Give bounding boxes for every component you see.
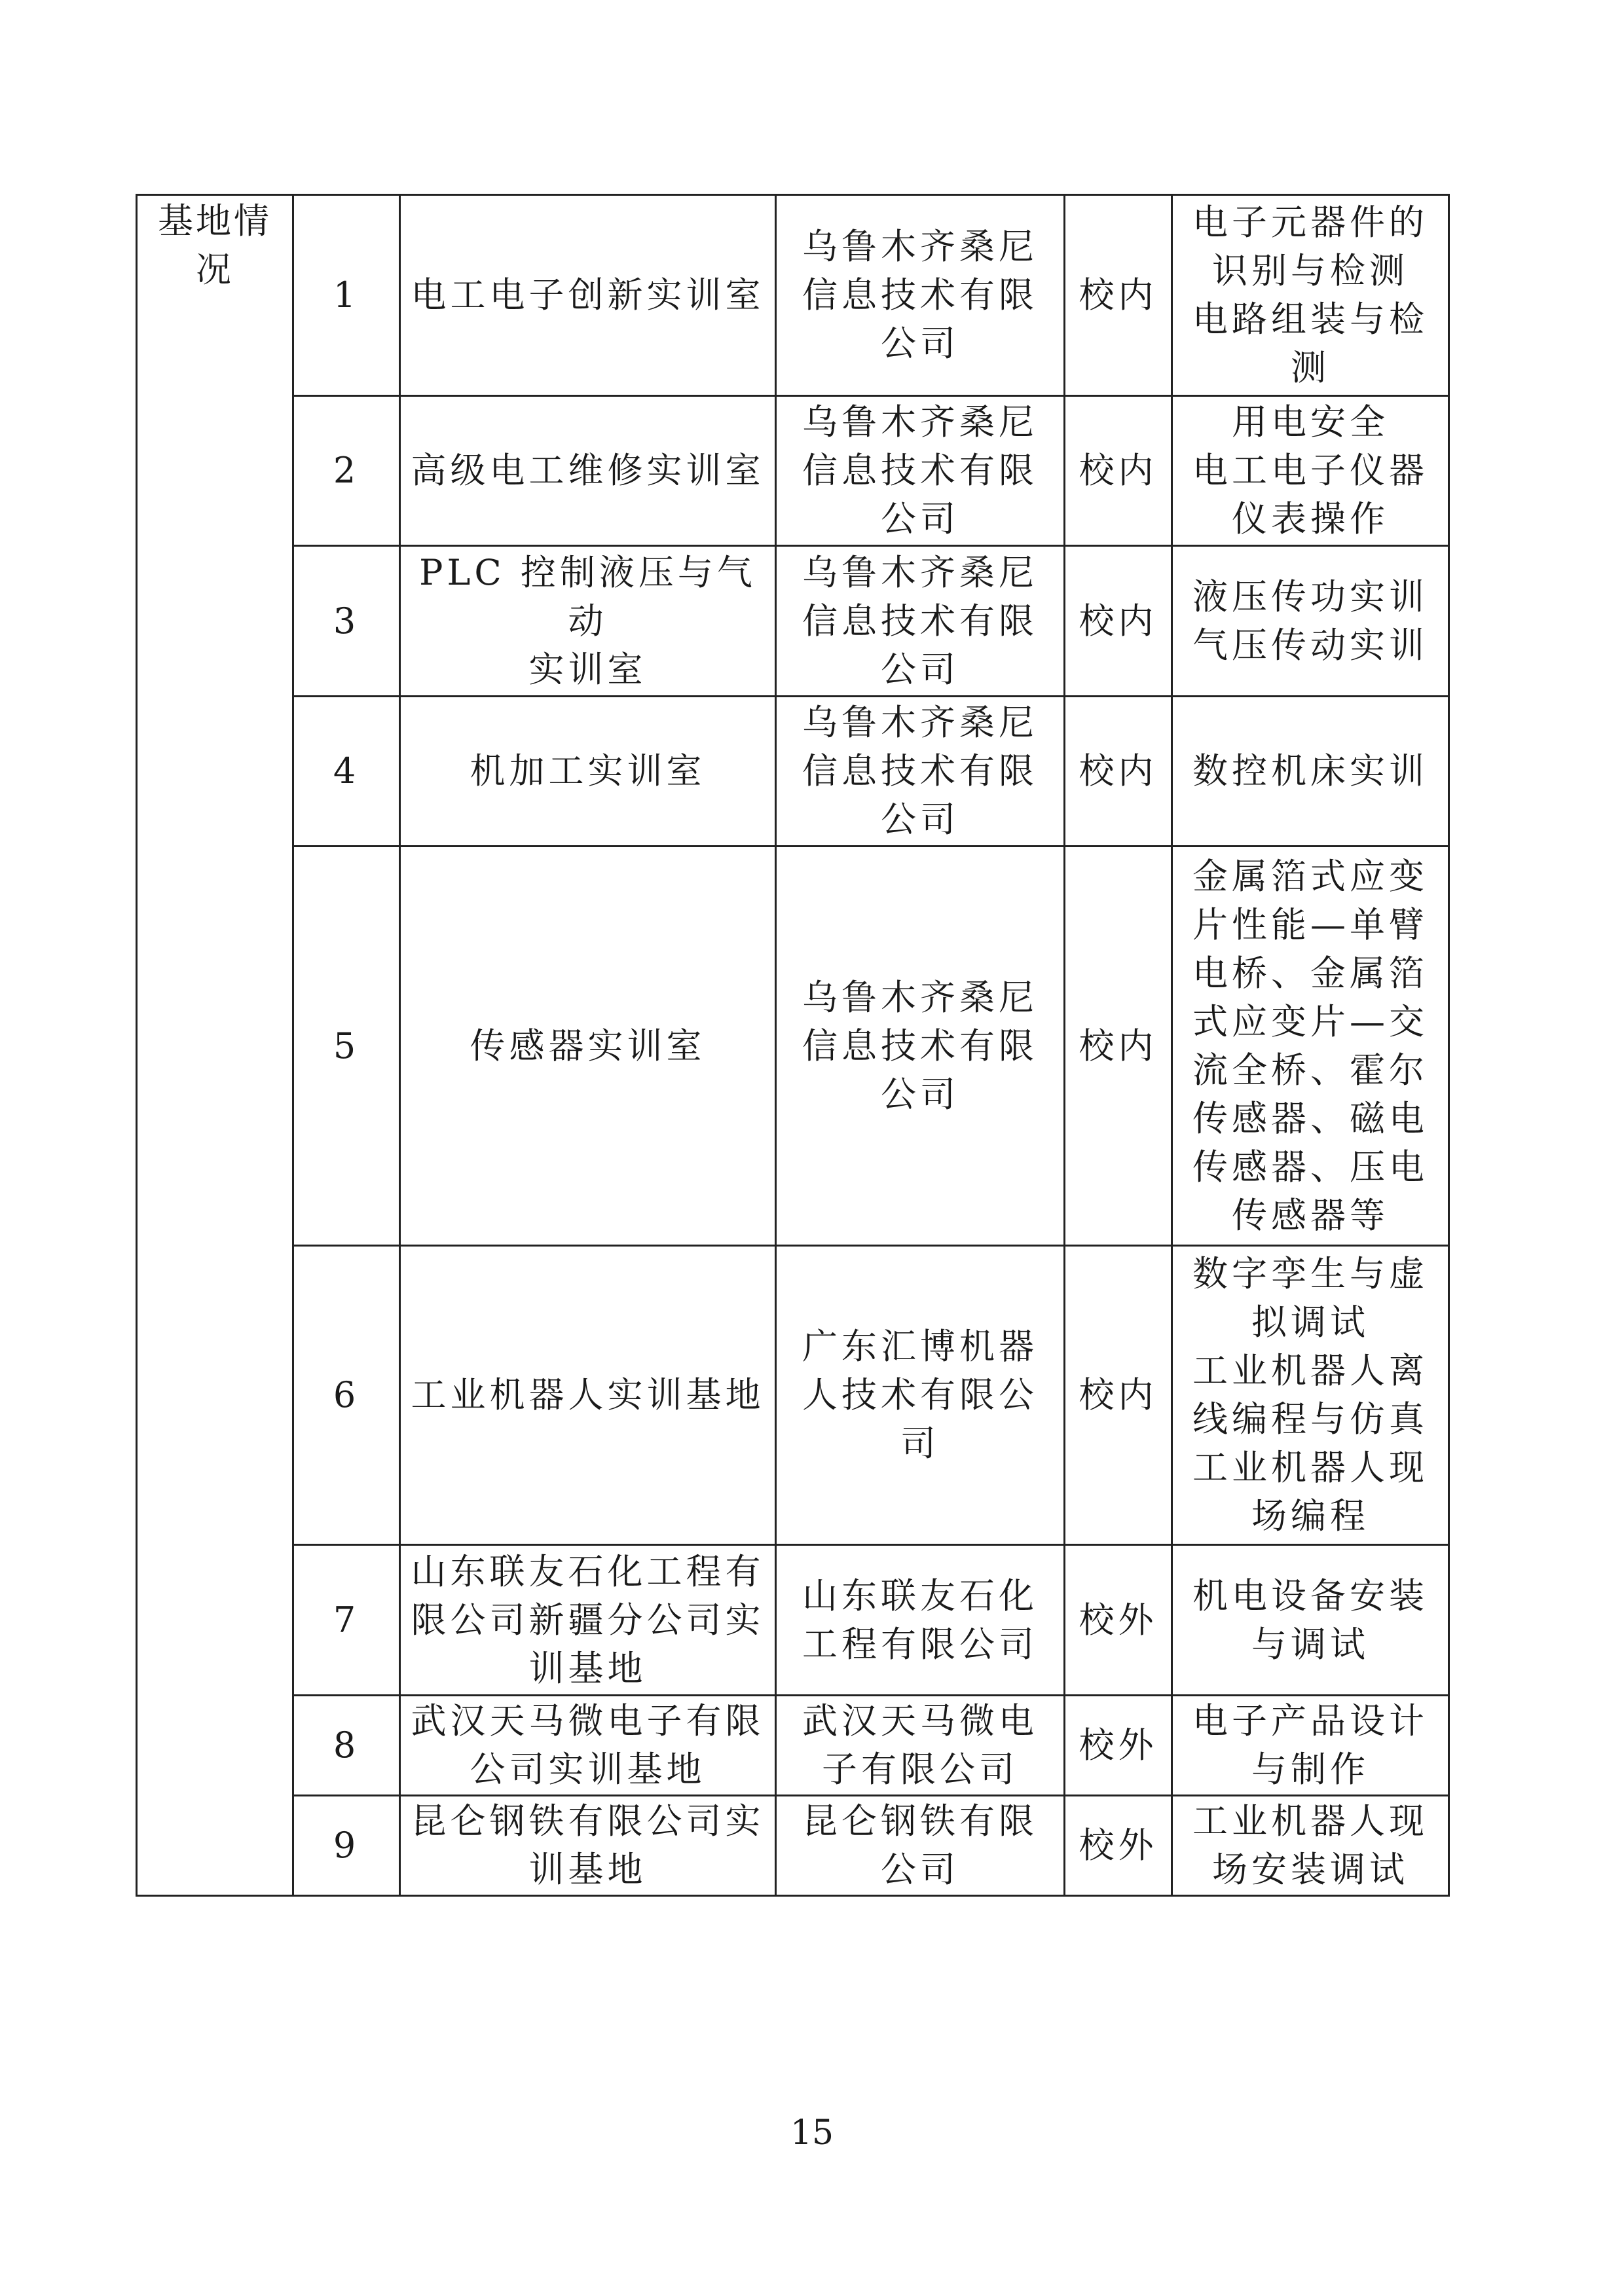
- table-row: [137, 1796, 1449, 1896]
- training-content: 电子产品设计 与制作: [1172, 1696, 1449, 1796]
- partner-company: 昆仑钢铁有限 公司: [776, 1796, 1065, 1896]
- table-row: [137, 1545, 1449, 1696]
- table-row: [137, 195, 1449, 396]
- partner-company: 武汉天马微电 子有限公司: [776, 1696, 1065, 1796]
- partner-company: 乌鲁木齐桑尼 信息技术有限 公司: [776, 546, 1065, 697]
- training-content: 机电设备安装 与调试: [1172, 1545, 1449, 1696]
- row-number: 1: [293, 195, 400, 396]
- training-content: 用电安全 电工电子仪器 仪表操作: [1172, 396, 1449, 546]
- location: 校内: [1065, 1246, 1172, 1545]
- base-name: 传感器实训室: [400, 847, 776, 1246]
- base-name: PLC 控制液压与气动 实训室: [400, 546, 776, 697]
- row-number: 3: [293, 546, 400, 697]
- training-content: 数字孪生与虚 拟调试 工业机器人离 线编程与仿真 工业机器人现 场编程: [1172, 1246, 1449, 1545]
- location: 校外: [1065, 1545, 1172, 1696]
- base-name: 机加工实训室: [400, 697, 776, 847]
- row-number: 7: [293, 1545, 400, 1696]
- location: 校内: [1065, 396, 1172, 546]
- partner-company: 山东联友石化 工程有限公司: [776, 1545, 1065, 1696]
- page-number: 15: [790, 2113, 834, 2153]
- training-content: 金属箔式应变 片性能—单臂 电桥、金属箔 式应变片—交 流全桥、霍尔 传感器、磁电 传感器、压电 传感器等: [1172, 847, 1449, 1246]
- section-label: 基地情 况: [137, 195, 293, 1896]
- row-number: 6: [293, 1246, 400, 1545]
- base-name: 工业机器人实训基地: [400, 1246, 776, 1545]
- location: 校内: [1065, 195, 1172, 396]
- training-content: 电子元器件的 识别与检测 电路组装与检 测: [1172, 195, 1449, 396]
- location: 校外: [1065, 1696, 1172, 1796]
- row-number: 2: [293, 396, 400, 546]
- training-base-table: [136, 194, 1450, 1897]
- location: 校内: [1065, 546, 1172, 697]
- base-name: 山东联友石化工程有 限公司新疆分公司实 训基地: [400, 1545, 776, 1696]
- partner-company: 乌鲁木齐桑尼 信息技术有限 公司: [776, 847, 1065, 1246]
- partner-company: 广东汇博机器 人技术有限公 司: [776, 1246, 1065, 1545]
- base-name: 高级电工维修实训室: [400, 396, 776, 546]
- row-number: 5: [293, 847, 400, 1246]
- row-number: 9: [293, 1796, 400, 1896]
- row-number: 4: [293, 697, 400, 847]
- table-row: [137, 546, 1449, 697]
- row-number: 8: [293, 1696, 400, 1796]
- location: 校内: [1065, 697, 1172, 847]
- location: 校内: [1065, 847, 1172, 1246]
- training-content: 工业机器人现 场安装调试: [1172, 1796, 1449, 1896]
- location: 校外: [1065, 1796, 1172, 1896]
- table-row: [137, 697, 1449, 847]
- training-content: 液压传功实训 气压传动实训: [1172, 546, 1449, 697]
- base-name: 电工电子创新实训室: [400, 195, 776, 396]
- table-row: [137, 1696, 1449, 1796]
- base-name: 武汉天马微电子有限 公司实训基地: [400, 1696, 776, 1796]
- partner-company: 乌鲁木齐桑尼 信息技术有限 公司: [776, 697, 1065, 847]
- table-row: [137, 847, 1449, 1246]
- base-name: 昆仑钢铁有限公司实 训基地: [400, 1796, 776, 1896]
- training-content: 数控机床实训: [1172, 697, 1449, 847]
- table-row: [137, 396, 1449, 546]
- partner-company: 乌鲁木齐桑尼 信息技术有限 公司: [776, 195, 1065, 396]
- table-row: [137, 1246, 1449, 1545]
- partner-company: 乌鲁木齐桑尼 信息技术有限 公司: [776, 396, 1065, 546]
